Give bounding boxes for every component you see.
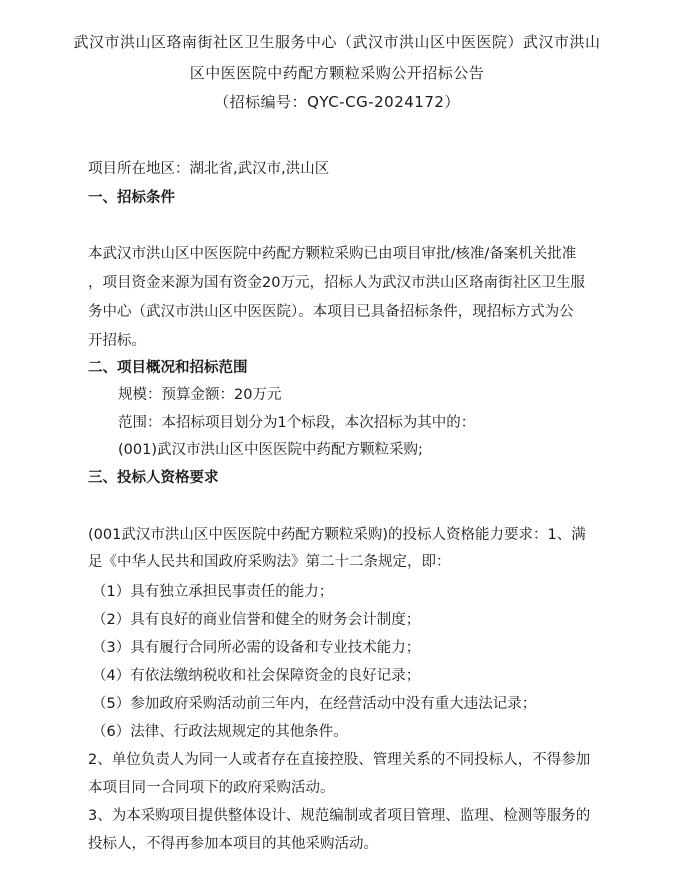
qualification-item: （5）参加政府采购活动前三年内，在经营活动中没有重大违法记录； — [92, 696, 537, 712]
title-line-2: 区中医医院中药配方颗粒采购公开招标公告 — [189, 64, 485, 82]
qualification-item: （1）具有独立承担民事责任的能力； — [92, 584, 334, 600]
section-1-line: 本武汉市洪山区中医医院中药配方颗粒采购已由项目审批/核准/备案机关批准 — [88, 246, 577, 262]
qualification-intro: (001武汉市洪山区中医医院中药配方颗粒采购)的投标人资格能力要求：1、满 — [88, 527, 586, 543]
section-2-heading: 二、项目概况和招标范围 — [88, 360, 248, 376]
qualification-item: （2）具有良好的商业信誉和健全的财务会计制度； — [92, 612, 421, 628]
tender-code: （招标编号：QYC-CG-2024172） — [214, 93, 460, 111]
tender-scope: 范围：本招标项目划分为1个标段，本次招标为其中的： — [118, 415, 476, 431]
section-1-heading: 一、招标条件 — [88, 190, 175, 206]
budget-scale: 规模：预算金额：20万元 — [118, 387, 282, 403]
qualification-item: （4）有依法缴纳税收和社会保障资金的良好记录； — [92, 668, 421, 684]
rule-3: 投标人，不得再参加本项目的其他采购活动。 — [88, 836, 378, 852]
qualification-item: （6）法律、行政法规规定的其他条件。 — [92, 724, 348, 740]
section-1-line: ，项目资金来源为国有资金20万元，招标人为武汉市洪山区珞南街社区卫生服 — [88, 275, 585, 291]
section-1-line: 务中心（武汉市洪山区中医医院）。本项目已具备招标条件，现招标方式为公 — [88, 304, 574, 320]
project-region: 项目所在地区：湖北省,武汉市,洪山区 — [88, 161, 330, 177]
section-3-heading: 三、投标人资格要求 — [88, 470, 219, 486]
lot-item: (001)武汉市洪山区中医医院中药配方颗粒采购; — [118, 442, 423, 458]
qualification-intro: 足《中华人民共和国政府采购法》第二十二条规定，即： — [88, 554, 451, 570]
qualification-item: （3）具有履行合同所必需的设备和专业技术能力； — [92, 640, 421, 656]
section-1-line: 开招标。 — [88, 333, 146, 349]
rule-2: 2、单位负责人为同一人或者存在直接控股、管理关系的不同投标人，不得参加 — [88, 752, 591, 768]
rule-2: 本项目同一合同项下的政府采购活动。 — [88, 780, 335, 796]
rule-3: 3、为本采购项目提供整体设计、规范编制或者项目管理、监理、检测等服务的 — [88, 808, 591, 824]
title-line-1: 武汉市洪山区珞南街社区卫生服务中心（武汉市洪山区中医医院）武汉市洪山 — [73, 33, 601, 51]
